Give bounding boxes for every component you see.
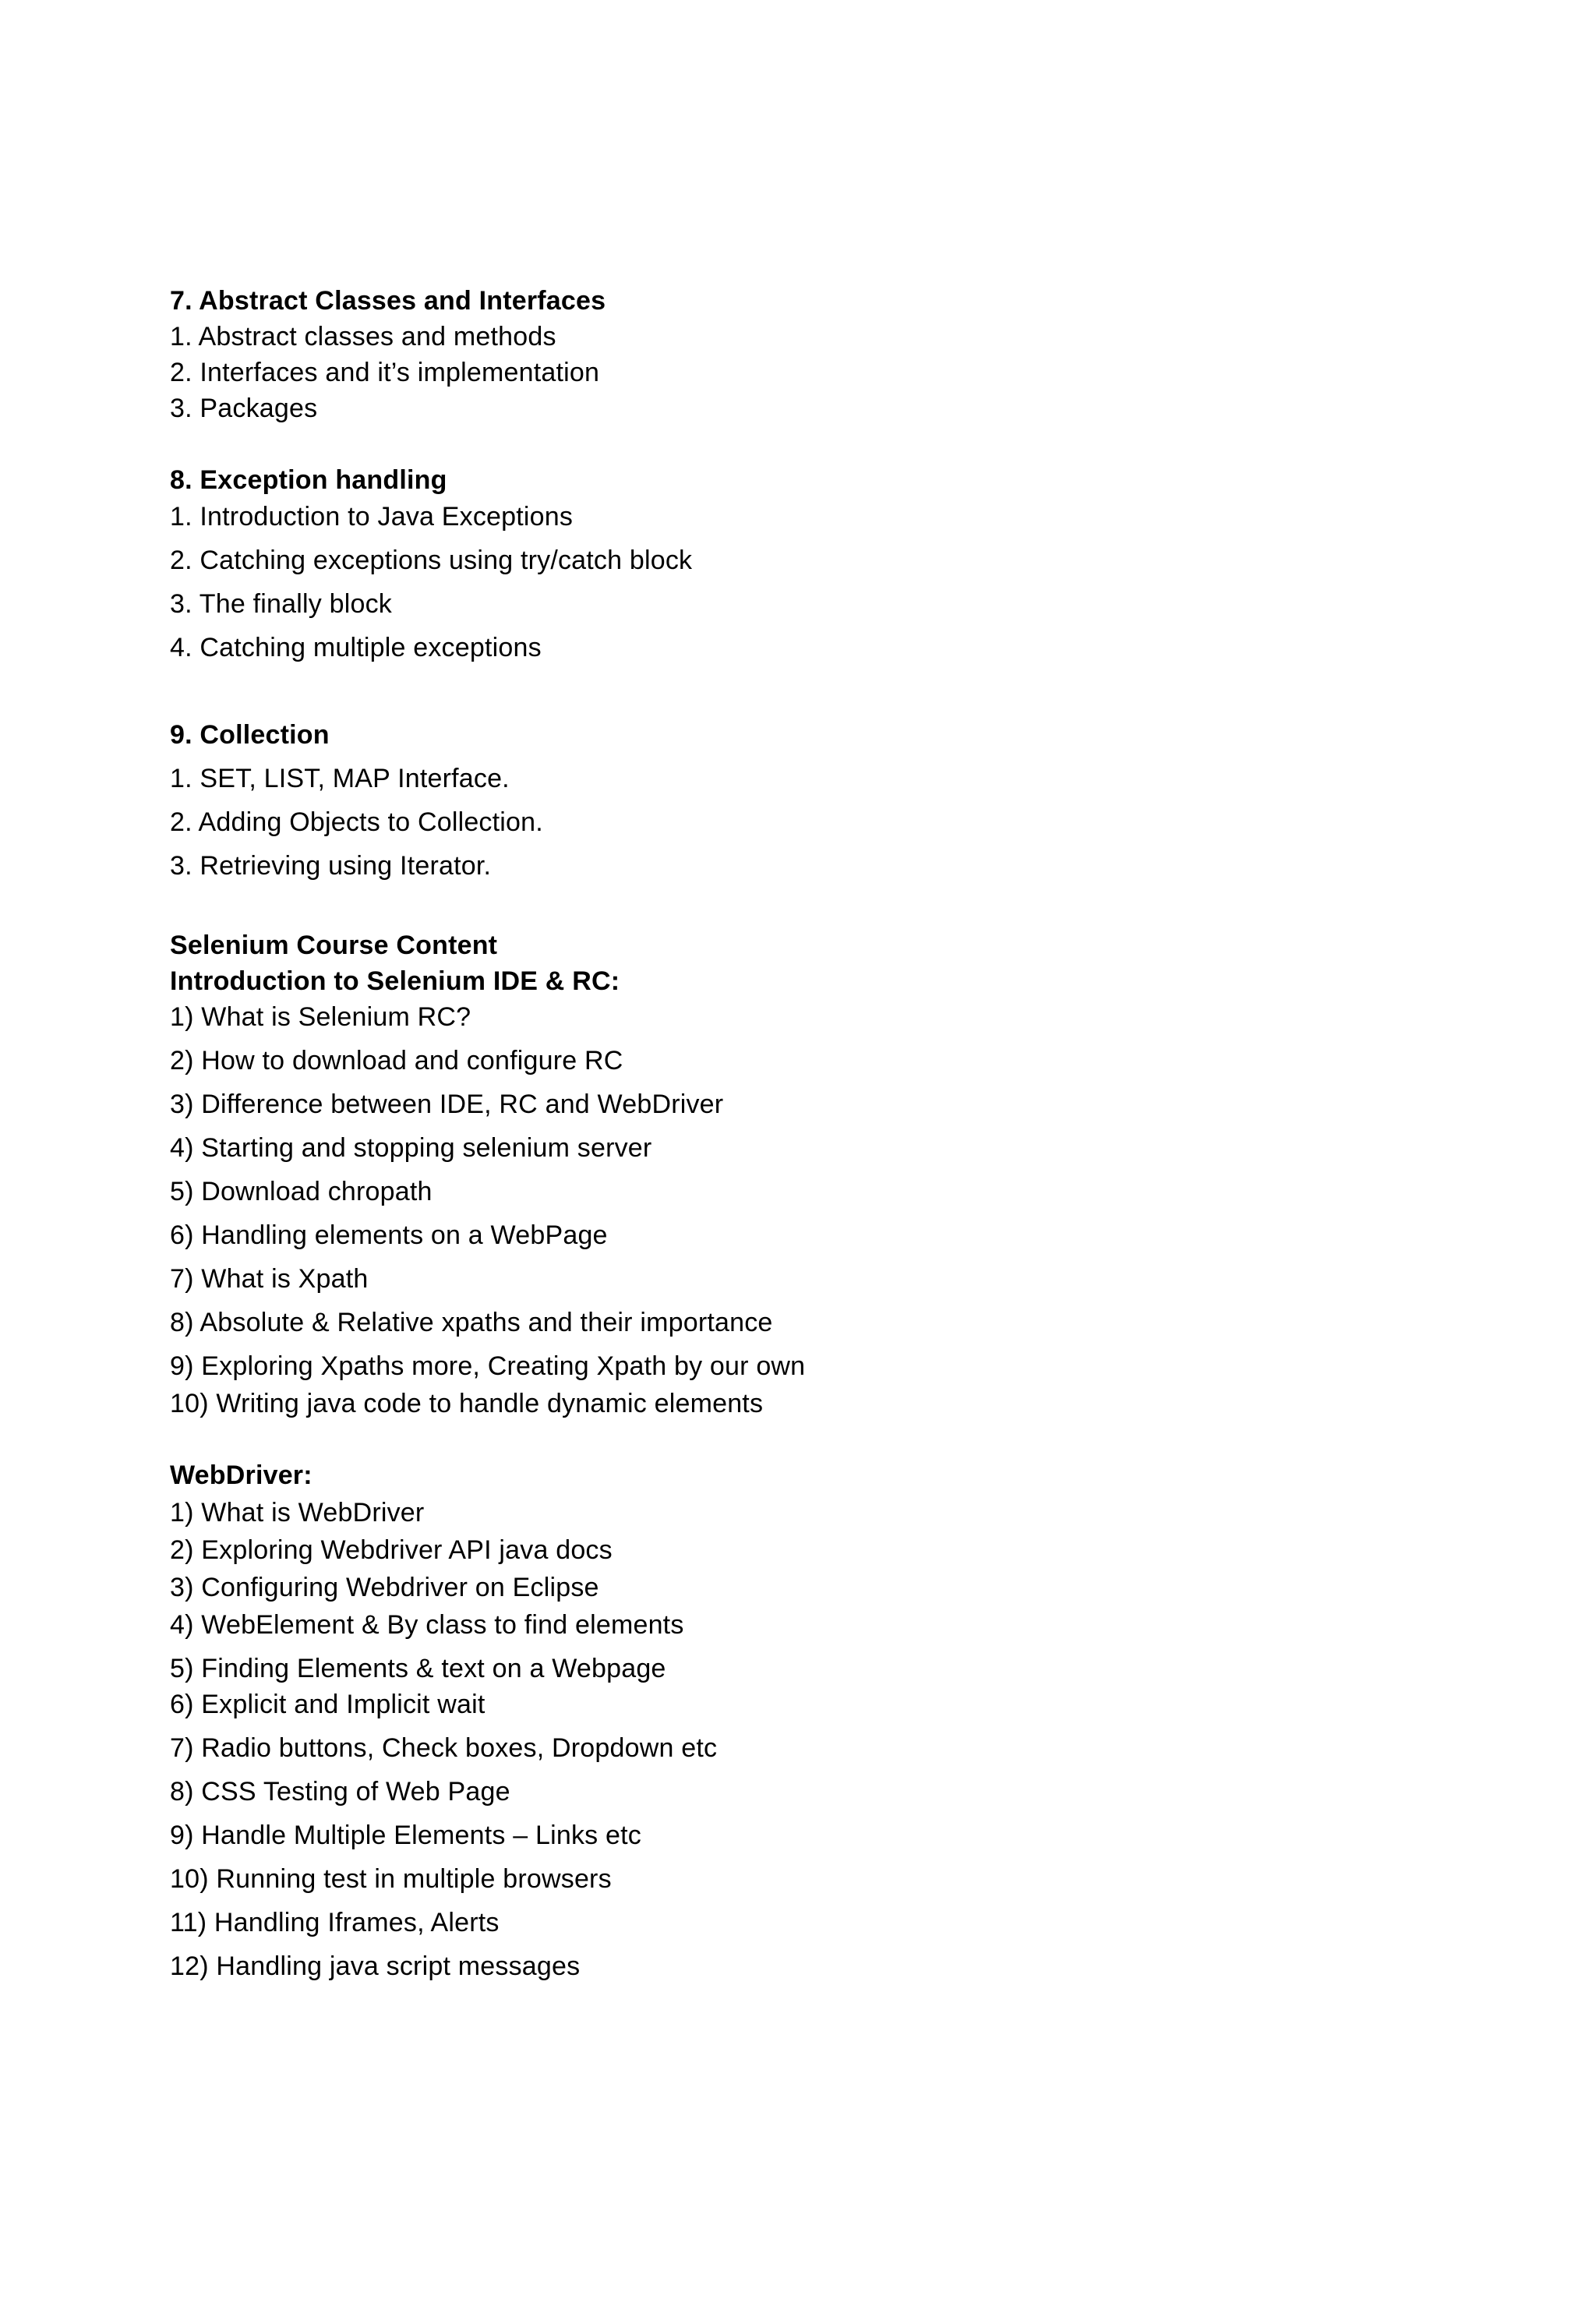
section-heading-selenium-course: Selenium Course Content (170, 931, 498, 960)
list-item: 5) Download chropath (170, 1177, 433, 1206)
section-heading-abstract-classes: 7. Abstract Classes and Interfaces (170, 286, 606, 316)
list-item: 3) Configuring Webdriver on Eclipse (170, 1573, 599, 1602)
list-item: 1. Abstract classes and methods (170, 322, 556, 351)
subheading-selenium-ide-rc: Introduction to Selenium IDE & RC: (170, 966, 620, 996)
list-item: 3) Difference between IDE, RC and WebDriver (170, 1090, 724, 1119)
list-item: 1. Introduction to Java Exceptions (170, 502, 574, 532)
list-item: 11) Handling Iframes, Alerts (170, 1908, 500, 1937)
list-item: 12) Handling java script messages (170, 1951, 581, 1981)
list-item: 10) Writing java code to handle dynamic elements (170, 1389, 764, 1418)
list-item: 2. Interfaces and it’s implementation (170, 358, 600, 387)
list-item: 5) Finding Elements & text on a Webpage (170, 1654, 666, 1683)
list-item: 2. Catching exceptions using try/catch block (170, 546, 693, 575)
list-item: 1. SET, LIST, MAP Interface. (170, 764, 510, 793)
list-item: 9) Handle Multiple Elements – Links etc (170, 1821, 641, 1850)
list-item: 8) CSS Testing of Web Page (170, 1777, 510, 1807)
section-heading-webdriver: WebDriver: (170, 1460, 312, 1490)
list-item: 3. Packages (170, 394, 318, 423)
list-item: 4. Catching multiple exceptions (170, 633, 542, 662)
list-item: 2) Exploring Webdriver API java docs (170, 1535, 613, 1565)
list-item: 6) Handling elements on a WebPage (170, 1220, 608, 1250)
section-heading-collection: 9. Collection (170, 720, 330, 750)
section-heading-exception-handling: 8. Exception handling (170, 465, 447, 495)
list-item: 7) Radio buttons, Check boxes, Dropdown etc (170, 1733, 718, 1763)
list-item: 1) What is Selenium RC? (170, 1002, 471, 1032)
list-item: 3. Retrieving using Iterator. (170, 851, 492, 881)
list-item: 1) What is WebDriver (170, 1498, 425, 1528)
list-item: 10) Running test in multiple browsers (170, 1864, 612, 1894)
list-item: 8) Absolute & Relative xpaths and their importance (170, 1308, 773, 1337)
list-item: 9) Exploring Xpaths more, Creating Xpath by our own (170, 1351, 806, 1381)
list-item: 3. The finally block (170, 589, 392, 619)
list-item: 2) How to download and configure RC (170, 1046, 623, 1075)
list-item: 6) Explicit and Implicit wait (170, 1690, 486, 1719)
list-item: 2. Adding Objects to Collection. (170, 807, 543, 837)
list-item: 4) Starting and stopping selenium server (170, 1133, 652, 1163)
list-item: 4) WebElement & By class to find elements (170, 1610, 684, 1640)
list-item: 7) What is Xpath (170, 1264, 369, 1294)
